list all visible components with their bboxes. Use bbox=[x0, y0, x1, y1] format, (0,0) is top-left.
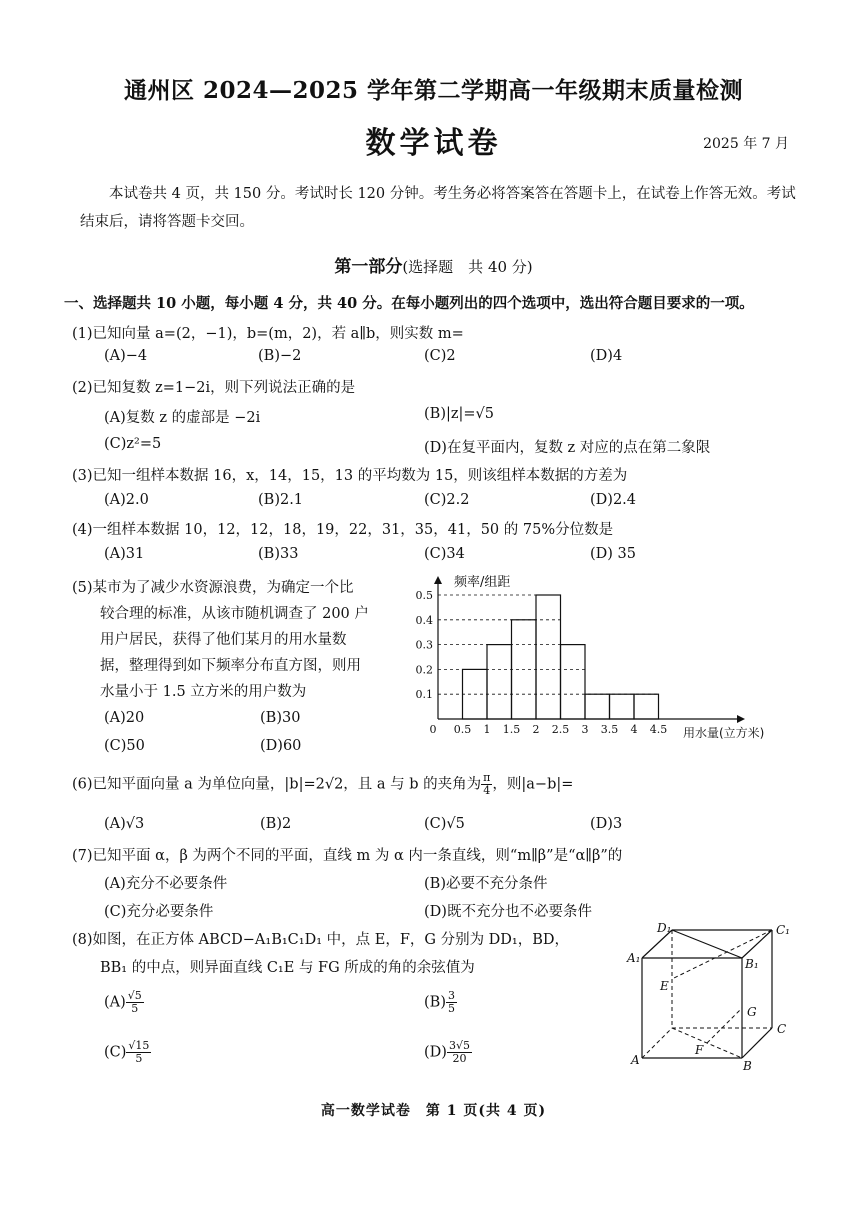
question-4-option-c: (C)34 bbox=[424, 546, 465, 562]
x-tick-label: 4 bbox=[630, 723, 638, 736]
question-5-option-c: (C)50 bbox=[104, 738, 145, 754]
question-2-option-a: (A)复数 z 的虚部是 −2i bbox=[104, 410, 261, 426]
question-5-stem-line: 用户居民，获得了他们某月的用水量数 bbox=[100, 632, 347, 648]
vertex-b-label: B bbox=[743, 1059, 752, 1073]
fraction-numerator: √15 bbox=[128, 1039, 150, 1052]
y-tick-label: 0.4 bbox=[415, 613, 433, 627]
point-f-label: F bbox=[695, 1043, 704, 1057]
question-6-option-b: (B)2 bbox=[260, 816, 292, 832]
frequency-histogram bbox=[415, 572, 815, 752]
question-2-stem: (2)已知复数 z=1−2i，则下列说法正确的是 bbox=[72, 380, 356, 396]
question-5-stem-line: 水量小于 1.5 立方米的用户数为 bbox=[100, 684, 307, 700]
y-tick-label: 0.3 bbox=[415, 638, 433, 652]
option-label: (B) bbox=[424, 994, 446, 1011]
y-axis-label: 频率/组距 bbox=[454, 575, 511, 590]
exam-subtitle: 数学试卷 bbox=[365, 126, 502, 161]
vertex-b1-label: B₁ bbox=[745, 957, 759, 971]
page-footer: 高一数学试卷 第 1 页(共 4 页) bbox=[320, 1103, 547, 1119]
option-label: (C) bbox=[104, 1044, 127, 1061]
fraction-numerator: π bbox=[483, 771, 491, 784]
question-2-option-c: (C)z²=5 bbox=[104, 436, 162, 452]
question-6-option-c: (C)√5 bbox=[424, 816, 465, 832]
part-subtitle: (选择题 共 40 分) bbox=[402, 258, 533, 276]
instructions: 本试卷共 4 页，共 150 分。考试时长 120 分钟。考生务必将答案答在答题卡上，在试卷上作答无效。考试结束后，请将答题卡交回。 bbox=[80, 186, 796, 230]
line-c1e-hidden bbox=[672, 930, 772, 979]
point-e-label: E bbox=[660, 979, 669, 993]
histogram-bar bbox=[610, 694, 635, 719]
part-title: 第一部分 bbox=[334, 257, 403, 277]
fraction-denominator: 20 bbox=[452, 1052, 467, 1065]
question-1-option-c: (C)2 bbox=[424, 348, 456, 364]
part-heading bbox=[0, 252, 867, 277]
fraction-denominator: 5 bbox=[447, 1002, 455, 1015]
question-1-option-d: (D)4 bbox=[590, 348, 623, 364]
fraction-denominator: 5 bbox=[131, 1002, 139, 1015]
cube-diagram bbox=[625, 918, 805, 1073]
x-tick-label: 1.5 bbox=[502, 723, 521, 736]
fraction-numerator: 3 bbox=[447, 989, 455, 1002]
question-7-option-c: (C)充分必要条件 bbox=[104, 904, 214, 920]
exam-date: 2025 年 7 月 bbox=[703, 136, 789, 152]
x-tick-label: 2 bbox=[532, 723, 540, 736]
edge-d1b1 bbox=[672, 930, 742, 958]
question-7-stem: (7)已知平面 α，β 为两个不同的平面，直线 m 为 α 内一条直线，则“m∥β”是“α∥β”的 bbox=[72, 848, 623, 864]
x-tick-label: 0 bbox=[429, 723, 437, 736]
x-tick-label: 3 bbox=[581, 723, 589, 736]
edge-ad-hidden bbox=[642, 1028, 672, 1058]
question-4-stem: (4)一组样本数据 10，12，12，18，19，22，31，35，41，50 的 75%分位数是 bbox=[72, 522, 614, 538]
question-4-option-a: (A)31 bbox=[104, 546, 145, 562]
fraction-denominator: 5 bbox=[135, 1052, 143, 1065]
question-8-stem-line: BB₁ 的中点，则异面直线 C₁E 与 FG 所成的角的余弦值为 bbox=[100, 960, 475, 976]
question-6-option-d: (D)3 bbox=[590, 816, 623, 832]
question-5-stem-line: (5)某市为了减少水资源浪费，为确定一个比 bbox=[72, 580, 354, 596]
question-8-stem-line: (8)如图，在正方体 ABCD−A₁B₁C₁D₁ 中，点 E，F，G 分别为 DD₁，BD， bbox=[72, 932, 570, 948]
edge-b1c1 bbox=[742, 930, 772, 958]
question-3-option-d: (D)2.4 bbox=[590, 492, 636, 508]
edge-bc bbox=[742, 1028, 772, 1058]
question-1-option-b: (B)−2 bbox=[258, 348, 302, 364]
exam-header-title: 通州区 2024—2025 学年第二学期高一年级期末质量检测 bbox=[123, 77, 744, 104]
option-fraction bbox=[447, 1040, 472, 1065]
histogram-bar bbox=[561, 645, 586, 719]
fraction-denominator: 4 bbox=[483, 784, 491, 797]
vertex-a1-label: A₁ bbox=[627, 951, 641, 965]
x-axis-arrow bbox=[737, 715, 745, 723]
question-8-option-a bbox=[104, 990, 144, 1015]
question-3-option-a: (A)2.0 bbox=[104, 492, 149, 508]
option-fraction bbox=[446, 990, 457, 1015]
question-5-option-b: (B)30 bbox=[260, 710, 301, 726]
question-8-option-d bbox=[424, 1040, 472, 1065]
question-6-angle-fraction bbox=[481, 772, 492, 797]
question-7-option-a: (A)充分不必要条件 bbox=[104, 876, 228, 892]
question-5-stem-line: 据，整理得到如下频率分布直方图，则用 bbox=[100, 658, 361, 674]
question-8-option-b bbox=[424, 990, 457, 1015]
option-fraction bbox=[126, 990, 144, 1015]
option-label: (D) bbox=[424, 1044, 447, 1061]
fraction-numerator: √5 bbox=[127, 989, 142, 1002]
question-3-option-b: (B)2.1 bbox=[258, 492, 304, 508]
question-6-stem-post: ，则|a−b|= bbox=[492, 776, 574, 793]
histogram-bar bbox=[487, 645, 512, 719]
line-fg-hidden bbox=[707, 1008, 742, 1043]
vertex-a-label: A bbox=[631, 1053, 640, 1067]
y-axis-arrow bbox=[434, 576, 442, 584]
question-7-option-d: (D)既不充分也不必要条件 bbox=[424, 904, 592, 920]
question-6-option-a: (A)√3 bbox=[104, 816, 145, 832]
question-4-option-d: (D) 35 bbox=[590, 546, 636, 562]
question-5-stem-line: 较合理的标准，从该市随机调查了 200 户 bbox=[100, 606, 369, 622]
histogram-bar bbox=[634, 694, 659, 719]
question-3-stem: (3)已知一组样本数据 16，x，14，15，13 的平均数为 15，则该组样本数据的方差为 bbox=[72, 468, 628, 484]
fraction-numerator: 3√5 bbox=[448, 1039, 470, 1052]
histogram-bar bbox=[536, 595, 561, 719]
question-1-stem: (1)已知向量 a=(2，−1)，b=(m，2)，若 a∥b，则实数 m= bbox=[72, 326, 464, 342]
option-label: (A) bbox=[104, 994, 126, 1011]
question-2-option-b: (B)|z|=√5 bbox=[424, 406, 494, 422]
vertex-c1-label: C₁ bbox=[776, 923, 790, 937]
y-tick-label: 0.5 bbox=[415, 589, 433, 602]
question-3-option-c: (C)2.2 bbox=[424, 492, 470, 508]
question-1-option-a: (A)−4 bbox=[104, 348, 148, 364]
x-axis-label: 用水量(立方米) bbox=[683, 726, 765, 740]
question-6-stem-pre: (6)已知平面向量 a 为单位向量，|b|=2√2，且 a 与 b 的夹角为 bbox=[72, 776, 482, 793]
x-tick-label: 3.5 bbox=[600, 723, 619, 736]
vertex-d1-label: D₁ bbox=[657, 921, 672, 935]
question-7-option-b: (B)必要不充分条件 bbox=[424, 876, 548, 892]
y-tick-label: 0.2 bbox=[415, 663, 433, 677]
y-tick-label: 0.1 bbox=[415, 688, 433, 702]
section-heading: 一、选择题共 10 小题，每小题 4 分，共 40 分。在每小题列出的四个选项中，选出符合题目要求的一项。 bbox=[64, 295, 754, 312]
x-tick-label: 0.5 bbox=[453, 723, 472, 736]
x-tick-label: 2.5 bbox=[551, 723, 570, 736]
vertex-c-label: C bbox=[777, 1022, 787, 1036]
option-fraction bbox=[126, 1040, 151, 1065]
question-5-option-d: (D)60 bbox=[260, 738, 302, 754]
point-g-label: G bbox=[747, 1005, 757, 1019]
x-tick-label: 4.5 bbox=[649, 723, 668, 736]
question-8-option-c bbox=[104, 1040, 151, 1065]
question-5-option-a: (A)20 bbox=[104, 710, 145, 726]
question-4-option-b: (B)33 bbox=[258, 546, 299, 562]
x-tick-label: 1 bbox=[483, 723, 491, 736]
question-6-stem bbox=[72, 772, 573, 797]
histogram-bar bbox=[585, 694, 610, 719]
question-2-option-d: (D)在复平面内，复数 z 对应的点在第二象限 bbox=[424, 440, 711, 456]
